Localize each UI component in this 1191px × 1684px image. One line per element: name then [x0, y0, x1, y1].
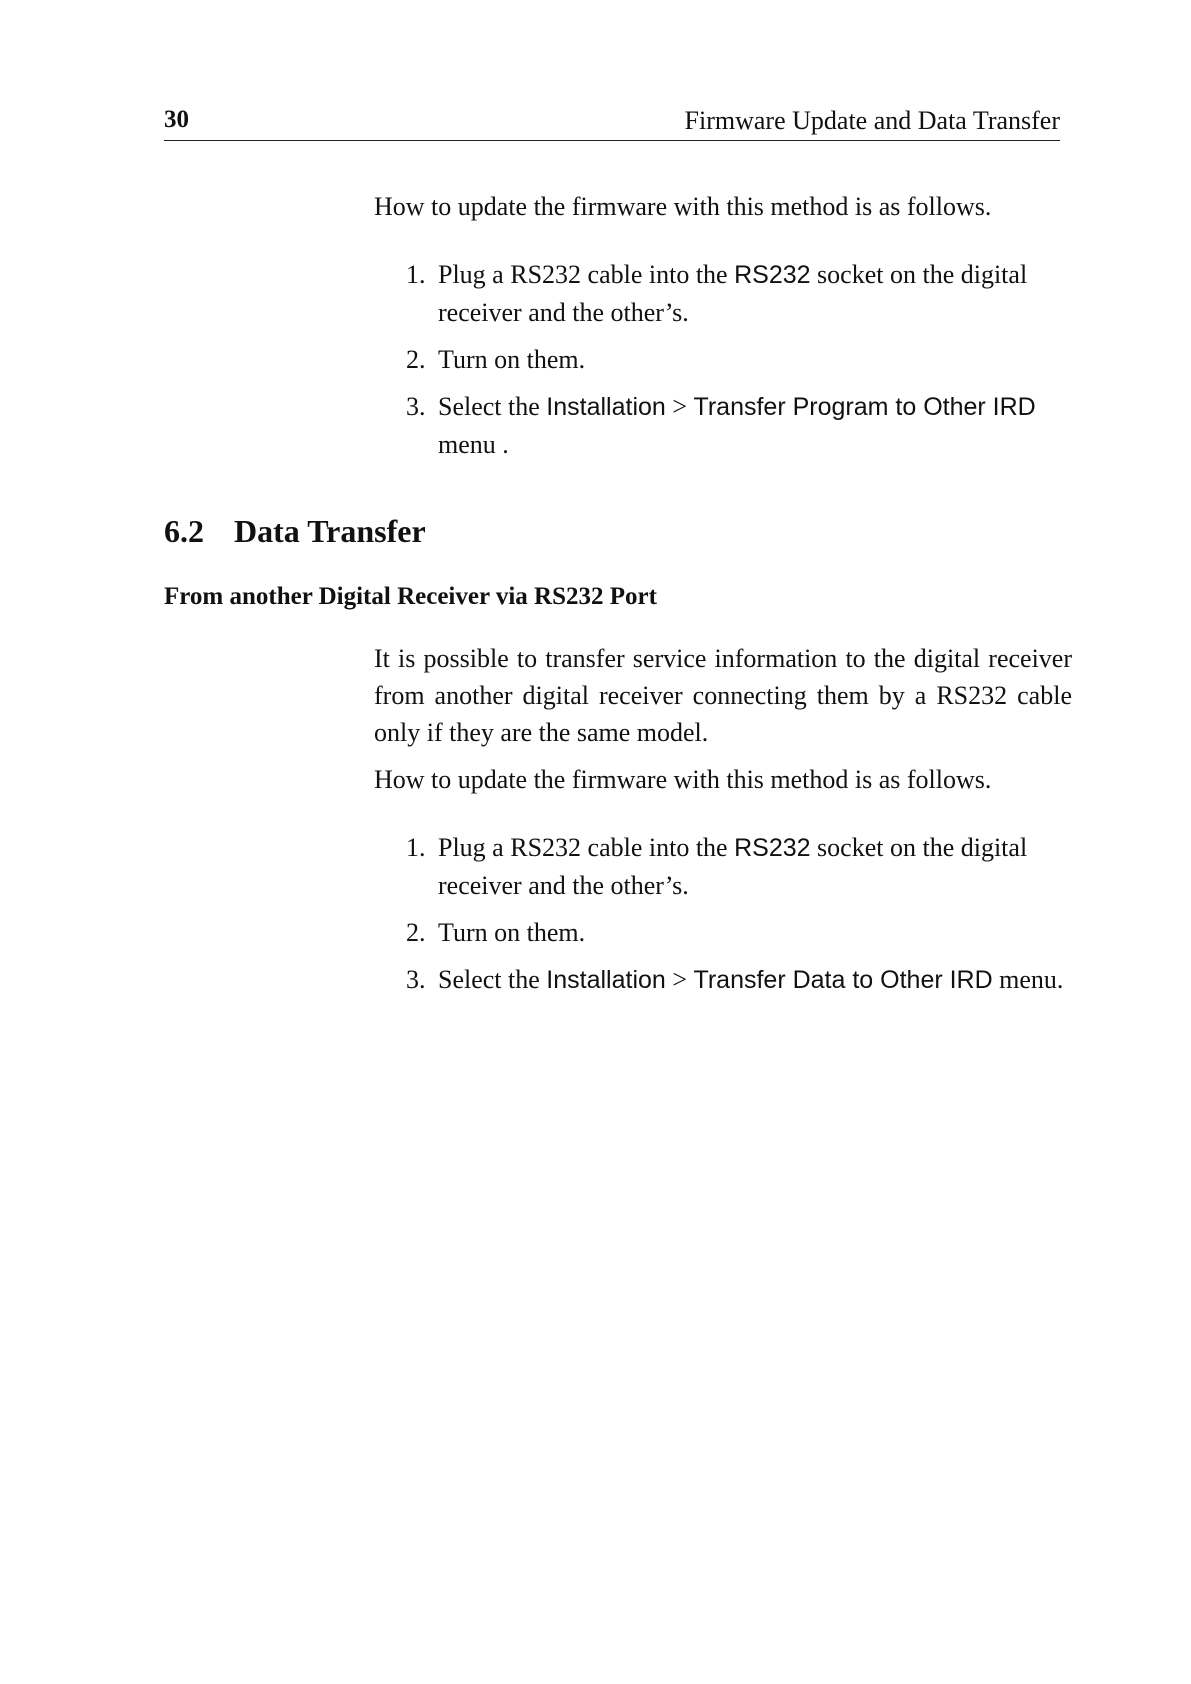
ui-label-rs232: RS232	[734, 261, 811, 289]
step-text: Select the	[438, 392, 547, 421]
step-number: 1.	[406, 833, 426, 862]
step-number: 3.	[406, 965, 426, 994]
step-number: 1.	[406, 260, 426, 289]
section-number: 6.2	[164, 513, 204, 549]
running-header	[164, 104, 1060, 141]
list-item	[374, 388, 1074, 463]
ui-label-transfer-program: Transfer Program to Other IRD	[693, 393, 1036, 421]
step-text: socket on the digital receiver and the other’s.	[438, 833, 1028, 900]
list-item	[374, 829, 1074, 904]
menu-separator: >	[665, 965, 694, 994]
intro-paragraph-2: How to update the firmware with this method is as follows.	[374, 765, 992, 794]
section-heading	[164, 513, 426, 550]
ui-label-rs232: RS232	[734, 834, 811, 862]
body-paragraph: It is possible to transfer service information to the digital receiver from another digital receiver connecting them by a RS232 cable only if they are the same model.	[374, 644, 1072, 747]
steps-list-1	[374, 256, 1074, 473]
list-item	[374, 914, 1074, 951]
step-text: Select the	[438, 965, 547, 994]
menu-separator: >	[665, 392, 694, 421]
step-text: socket on the digital receiver and the other’s.	[438, 260, 1028, 327]
subsection-heading: From another Digital Receiver via RS232 Port	[164, 583, 657, 610]
page-number: 30	[164, 106, 189, 133]
ui-label-transfer-data: Transfer Data to Other IRD	[693, 966, 993, 994]
step-text: Turn on them.	[438, 345, 586, 374]
step-text: Plug a RS232 cable into the	[438, 260, 735, 289]
step-text: Plug a RS232 cable into the	[438, 833, 735, 862]
intro-paragraph-1: How to update the firmware with this method is as follows.	[374, 192, 992, 221]
steps-list-2	[374, 829, 1074, 1009]
list-item	[374, 341, 1074, 378]
ui-label-installation: Installation	[546, 966, 666, 994]
list-item	[374, 961, 1074, 999]
step-text: menu.	[992, 965, 1064, 994]
running-title: Firmware Update and Data Transfer	[684, 106, 1060, 135]
step-number: 2.	[406, 345, 426, 374]
step-text: menu .	[438, 430, 509, 459]
step-number: 3.	[406, 392, 426, 421]
step-text: Turn on them.	[438, 918, 586, 947]
list-item	[374, 256, 1074, 331]
step-number: 2.	[406, 918, 426, 947]
ui-label-installation: Installation	[546, 393, 666, 421]
section-title: Data Transfer	[234, 513, 426, 549]
